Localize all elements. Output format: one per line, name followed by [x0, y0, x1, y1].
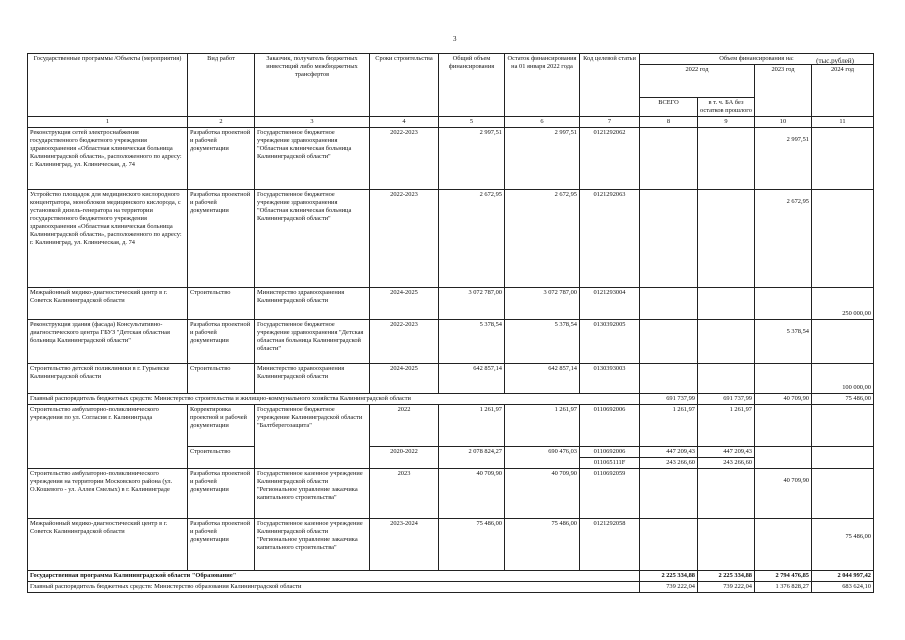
code: 0121293004 [580, 288, 640, 320]
y2024 [812, 128, 874, 190]
y2024 [812, 320, 874, 364]
customer: Государственное казенное учреждение Калининградской области "Региональное управление заказчика капитального строительства" [255, 519, 370, 571]
y2024: 75 486,00 [812, 519, 874, 571]
code: 0121292063 [580, 190, 640, 288]
y2023: 5 378,54 [755, 320, 812, 364]
y2023 [755, 447, 812, 469]
y2023: 2 794 476,85 [755, 571, 812, 582]
header-period: Сроки строительства [370, 54, 439, 117]
col-number: 8 [640, 117, 698, 128]
amount-line: 447 209,43 [698, 447, 754, 458]
y2023 [755, 364, 812, 394]
col-number: 10 [755, 117, 812, 128]
col-number: 1 [28, 117, 188, 128]
remainder: 75 486,00 [505, 519, 580, 571]
y2023 [755, 405, 812, 447]
y2023 [755, 288, 812, 320]
all-2022 [640, 288, 698, 320]
object-name: Строительство амбулаторно-поликлинического учреждения по ул. Согласия г. Калининграда [28, 405, 188, 469]
all-2022 [640, 320, 698, 364]
object-name: Межрайонный медико-диагностический центр в г. Советск Калининградской области [28, 288, 188, 320]
incl-2022: 2 225 334,88 [698, 571, 755, 582]
work-type: Разработка проектной и рабочей документации [188, 469, 255, 519]
y2024 [812, 447, 874, 469]
header-incl: в т. ч. БА без остатков прошлого [698, 98, 755, 117]
total: 642 857,14 [439, 364, 505, 394]
header-total: Общий объем финансирования [439, 54, 505, 117]
work-type: Разработка проектной и рабочей документации [188, 190, 255, 288]
incl-2022: 691 737,99 [698, 394, 755, 405]
header-code: Код целевой статьи [580, 54, 640, 117]
y2024 [812, 405, 874, 447]
header-row-1 [28, 54, 874, 65]
header-remainder: Остаток финансирования на 01 января 2022 года [505, 54, 580, 117]
incl-2022 [698, 447, 755, 469]
period: 2020-2022 [370, 447, 439, 469]
work-type: Строительство [188, 364, 255, 394]
table-row [28, 128, 874, 190]
period: 2023-2024 [370, 519, 439, 571]
y2024: 75 486,00 [812, 394, 874, 405]
all-2022: 739 222,04 [640, 582, 698, 593]
code-line: 011065111F [593, 459, 626, 466]
total: 3 072 787,00 [439, 288, 505, 320]
amount-line: 243 266,60 [666, 459, 695, 466]
remainder: 1 261,97 [505, 405, 580, 447]
col-number: 7 [580, 117, 640, 128]
object-name: Строительство амбулаторно-поликлинического учреждения на территории Московского района (ул. О.Кошевого - ул. Аллея Смелых) в г. Калининграде [28, 469, 188, 519]
code: 0121292062 [580, 128, 640, 190]
y2024: 250 000,00 [812, 288, 874, 320]
program-title: Государственная программа Калининградской области "Образование" [28, 571, 640, 582]
table-row [28, 469, 874, 519]
table-row [28, 190, 874, 288]
table-row [28, 364, 874, 394]
customer: Государственное казенное учреждение Калининградской области "Региональное управление заказчика капитального строительства" [255, 469, 370, 519]
table-row [28, 288, 874, 320]
customer: Министерство здравоохранения Калининградской области [255, 364, 370, 394]
customer: Государственное бюджетное учреждение здравоохранения "Областная клиническая больница Калининградской области" [255, 190, 370, 288]
customer: Государственное бюджетное учреждение здравоохранения "Детская областная больница Калининградской области" [255, 320, 370, 364]
y2023: 2 997,51 [755, 128, 812, 190]
incl-2022: 1 261,97 [698, 405, 755, 447]
total: 2 078 824,27 [439, 447, 505, 469]
table-row [28, 405, 874, 447]
incl-2022 [698, 519, 755, 571]
code: 0110692059 [580, 469, 640, 519]
all-2022: 1 261,97 [640, 405, 698, 447]
period: 2022-2023 [370, 320, 439, 364]
work-type: Строительство [188, 288, 255, 320]
col-number: 9 [698, 117, 755, 128]
remainder: 5 378,54 [505, 320, 580, 364]
distributor-text: Главный распорядитель бюджетных средств: Министерство строительства и жилищно-коммунального хозяйства Калининградской области [28, 394, 640, 405]
total: 75 486,00 [439, 519, 505, 571]
header-all: ВСЕГО [640, 98, 698, 117]
remainder: 2 672,95 [505, 190, 580, 288]
y2023 [755, 519, 812, 571]
y2023: 1 376 828,27 [755, 582, 812, 593]
col-number: 5 [439, 117, 505, 128]
customer: Министерство здравоохранения Калининградской области [255, 288, 370, 320]
total: 40 709,90 [439, 469, 505, 519]
work-type: Разработка проектной и рабочей документации [188, 519, 255, 571]
object-name: Реконструкция здания (фасада) Консультативно-диагностического центра ГБУЗ "Детская областная больница Калининградской области" [28, 320, 188, 364]
work-type: Строительство [188, 447, 255, 469]
period: 2024-2025 [370, 364, 439, 394]
y2023: 40 709,90 [755, 469, 812, 519]
header-2023: 2023 год [755, 65, 812, 117]
code: 0130393003 [580, 364, 640, 394]
total: 5 378,54 [439, 320, 505, 364]
object-name: Строительство детской поликлиники в г. Гурьевске Калининградской области [28, 364, 188, 394]
incl-2022 [698, 128, 755, 190]
y2023: 2 672,95 [755, 190, 812, 288]
object-name: Межрайонный медико-диагностический центр в г. Советск Калининградской области [28, 519, 188, 571]
unit-label: (тыс.рублей) [816, 57, 854, 65]
y2024: 100 000,00 [812, 364, 874, 394]
all-2022 [640, 469, 698, 519]
remainder: 40 709,90 [505, 469, 580, 519]
col-number: 2 [188, 117, 255, 128]
header-2024: 2024 год [812, 65, 874, 117]
code: 0130392005 [580, 320, 640, 364]
customer: Государственное бюджетное учреждение Калининградской области "Балтберегозащита" [255, 405, 370, 469]
incl-2022 [698, 469, 755, 519]
distributor-text: Главный распорядитель бюджетных средств: Министерство образования Калининградской области [28, 582, 640, 593]
code: 0121292058 [580, 519, 640, 571]
all-2022: 691 737,99 [640, 394, 698, 405]
work-type: Разработка проектной и рабочей документации [188, 320, 255, 364]
all-2022 [640, 364, 698, 394]
table-row [28, 519, 874, 571]
period: 2024-2025 [370, 288, 439, 320]
code-line: 0110692006 [580, 447, 639, 458]
all-2022 [640, 190, 698, 288]
period: 2023 [370, 469, 439, 519]
table-row [28, 320, 874, 364]
col-number: 3 [255, 117, 370, 128]
amount-line: 243 266,60 [723, 459, 752, 466]
code [580, 447, 640, 469]
total: 2 672,95 [439, 190, 505, 288]
program-row [28, 571, 874, 582]
code: 0110692006 [580, 405, 640, 447]
object-name: Реконструкция сетей электроснабжения государственного бюджетного учреждения здравоохранения «Областная клиническая больница Калининградской области», расположенного по адресу: г. Калининград, ул. Клиническая, д. 74 [28, 128, 188, 190]
incl-2022 [698, 190, 755, 288]
amount-line: 447 209,43 [640, 447, 697, 458]
all-2022 [640, 128, 698, 190]
header-work-type: Вид работ [188, 54, 255, 117]
period: 2022-2023 [370, 128, 439, 190]
page-number: 3 [453, 35, 457, 43]
y2024: 2 044 997,42 [812, 571, 874, 582]
y2024 [812, 190, 874, 288]
object-name: Устройство площадок для медицинского кислородного концентратора, моноблоков медицинского кислорода, с установкой дизель-генератора на территории государственного бюджетного учреждения здравоохранения «Областная клиническая больница Калининградской области», расположенного по адресу: г. Калининград, ул. Клиническая, д. 74 [28, 190, 188, 288]
column-numbers-row [28, 117, 874, 128]
remainder: 3 072 787,00 [505, 288, 580, 320]
header-volume: Объем финансирования на: [640, 54, 874, 65]
incl-2022: 739 222,04 [698, 582, 755, 593]
total: 1 261,97 [439, 405, 505, 447]
all-2022 [640, 519, 698, 571]
financing-table [27, 53, 874, 593]
period: 2022 [370, 405, 439, 447]
header-program: Государственные программы /Объекты (мероприятия) [28, 54, 188, 117]
work-type: Корректировка проектной и рабочей документации [188, 405, 255, 447]
col-number: 4 [370, 117, 439, 128]
header-customer: Заказчик, получатель бюджетных инвестиций либо межбюджетных трансфертов [255, 54, 370, 117]
remainder: 642 857,14 [505, 364, 580, 394]
work-type: Разработка проектной и рабочей документации [188, 128, 255, 190]
period: 2022-2023 [370, 190, 439, 288]
distributor-row [28, 582, 874, 593]
remainder: 2 997,51 [505, 128, 580, 190]
all-2022: 2 225 334,88 [640, 571, 698, 582]
total: 2 997,51 [439, 128, 505, 190]
remainder: 690 476,03 [505, 447, 580, 469]
y2024: 683 624,10 [812, 582, 874, 593]
distributor-row [28, 394, 874, 405]
incl-2022 [698, 320, 755, 364]
incl-2022 [698, 364, 755, 394]
y2024 [812, 469, 874, 519]
col-number: 6 [505, 117, 580, 128]
header-2022: 2022 год [640, 65, 755, 98]
incl-2022 [698, 288, 755, 320]
customer: Государственное бюджетное учреждение здравоохранения "Областная клиническая больница Калининградской области" [255, 128, 370, 190]
all-2022 [640, 447, 698, 469]
col-number: 11 [812, 117, 874, 128]
y2023: 40 709,90 [755, 394, 812, 405]
